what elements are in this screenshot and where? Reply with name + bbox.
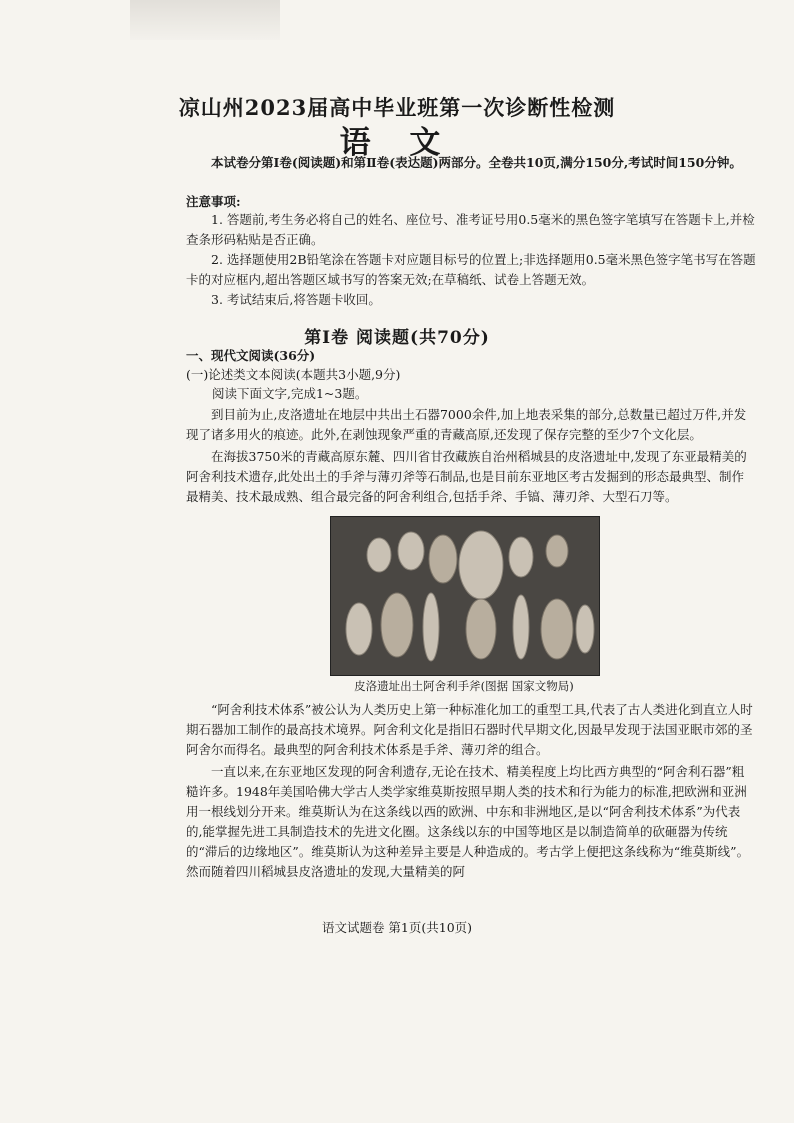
- subject-title: 语 文: [339, 125, 455, 161]
- scan-smudge: [130, 0, 280, 40]
- photo-caption: 皮洛遗址出土阿舍利手斧(图据 国家文物局): [354, 679, 574, 693]
- part-heading: 第Ⅰ卷 阅读题(共70分): [304, 328, 490, 348]
- notice-item: 3. 考试结束后,将答题卡收回。: [211, 292, 381, 307]
- paragraph-text: “阿舍利技术体系”被公认为人类历史上第一种标准化加工的重型工具,代表了古人类进化到直立人时期石器加工制作的最高技术境界。阿舍利文化是指旧石器时代早期文化,因最早发现于法国亚眠市郊的圣阿舍尔而得名。最典型的阿舍利技术体系是手斧、薄刃斧的组合。: [186, 702, 753, 757]
- notice-list: [186, 210, 756, 310]
- reading-instruction: 阅读下面文字,完成1~3题。: [212, 386, 368, 401]
- exam-intro: 本试卷分第Ⅰ卷(阅读题)和第Ⅱ卷(表达题)两部分。全卷共10页,满分150分,考试时间150分钟。: [211, 155, 742, 170]
- notice-item: 1. 答题前,考生务必将自己的姓名、座位号、准考证号用0.5毫米的黑色签字笔填写在答题卡上,并检查条形码粘贴是否正确。: [186, 212, 755, 247]
- hand-axe-photo: [330, 516, 600, 676]
- passage-paragraph: [186, 447, 756, 507]
- paragraph-text: 一直以来,在东亚地区发现的阿舍利遗存,无论在技术、精美程度上均比西方典型的“阿舍利石器”粗糙许多。1948年美国哈佛大学古人类学家维莫斯按照早期人类的技术和行为能力的标准,把欧洲和亚洲用一根线划分开来。维莫斯认为在这条线以西的欧洲、中东和非洲地区,是以“阿舍利技术体系”为代表的,能掌握先进工具制造技术的先进文化圈。这条线以东的中国等地区是以制造简单的砍砸器为传统的“滞后的边缘地区”。维莫斯认为这种差异主要是人种造成的。考古学上便把这条线称为“维莫斯线”。然而随着四川稻城县皮洛遗址的发现,大量精美的阿: [186, 764, 750, 879]
- paragraph-text: 在海拔3750米的青藏高原东麓、四川省甘孜藏族自治州稻城县的皮洛遗址中,发现了东亚最精美的阿舍利技术遗存,此处出土的手斧与薄刃斧等石制品,也是目前东亚地区考古发掘到的形态最典型、制作最精美、技术最成熟、组合最完备的阿舍利组合,包括手斧、手镐、薄刃斧、大型石刀等。: [186, 449, 747, 504]
- subsection-heading: (一)论述类文本阅读(本题共3小题,9分): [186, 367, 401, 382]
- page-footer: 语文试题卷 第1页(共10页): [321, 920, 473, 935]
- passage-paragraph: [186, 700, 756, 760]
- exam-title: 凉山州2023届高中毕业班第一次诊断性检测: [178, 95, 616, 120]
- stone-tools-image: [331, 517, 599, 675]
- section-heading: 一、现代文阅读(36分): [186, 348, 316, 363]
- paragraph-text: 到目前为止,皮洛遗址在地层中共出土石器7000余件,加上地表采集的部分,总数量已超过万件,并发现了诸多用火的痕迹。此外,在剥蚀现象严重的青藏高原,还发现了保存完整的至少7个文化层。: [186, 407, 747, 442]
- notice-item: 2. 选择题使用2B铅笔涂在答题卡对应题目标号的位置上;非选择题用0.5毫米黑色签字笔书写在答题卡的对应框内,超出答题区域书写的答案无效;在草稿纸、试卷上答题无效。: [186, 252, 756, 287]
- passage-paragraph: [186, 405, 756, 445]
- notice-heading: 注意事项:: [186, 194, 241, 209]
- passage-paragraph: [186, 762, 756, 882]
